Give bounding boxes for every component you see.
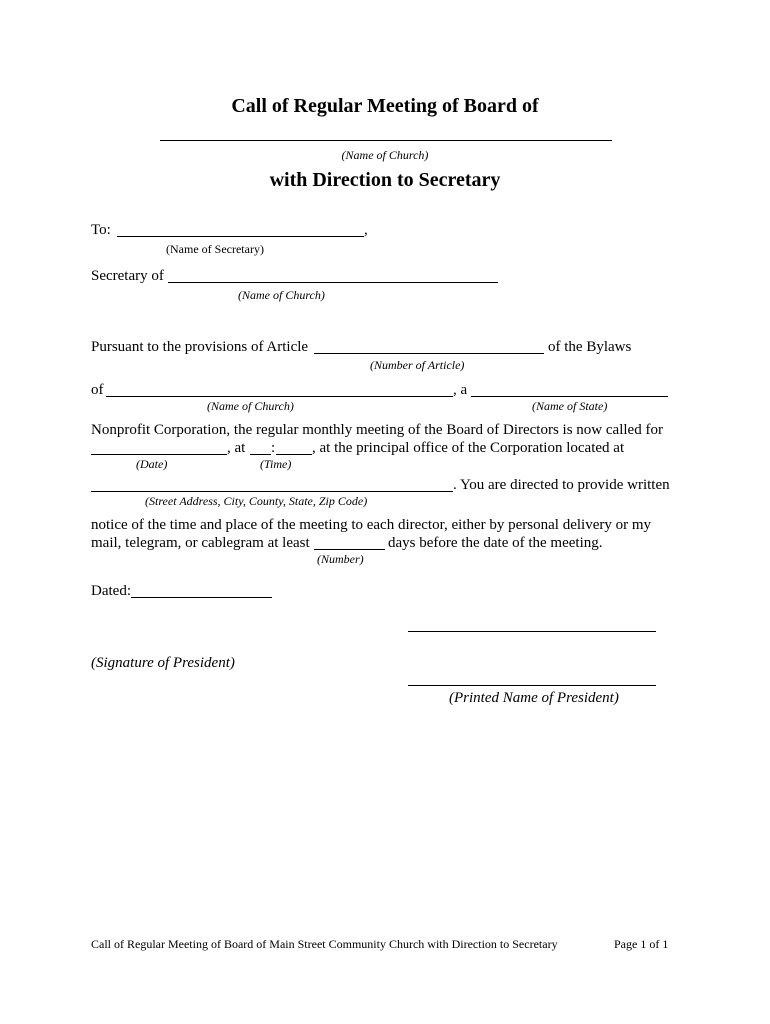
printed-name-caption: (Printed Name of President) bbox=[449, 690, 619, 706]
secretary-church-blank bbox=[168, 282, 498, 283]
hour-blank bbox=[250, 454, 271, 455]
secretary-church-caption: (Name of Church) bbox=[238, 288, 325, 302]
title-name-caption: (Name of Church) bbox=[341, 148, 429, 162]
notice-line-1: notice of the time and place of the meeting to each director, either by personal delivery or my bbox=[91, 517, 652, 533]
article-number-blank bbox=[314, 353, 544, 354]
time-caption: (Time) bbox=[260, 457, 292, 471]
footer-text: Call of Regular Meeting of Board of Main Street Community Church with Direction to Secretary bbox=[91, 937, 558, 951]
minute-blank bbox=[276, 454, 312, 455]
secretary-name-blank bbox=[117, 236, 364, 237]
title-line-1: Call of Regular Meeting of Board of bbox=[231, 95, 539, 117]
of-label: of bbox=[91, 382, 104, 398]
address-caption: (Street Address, City, County, State, Zip Code) bbox=[145, 494, 368, 508]
printed-name-line bbox=[408, 685, 656, 686]
pursuant-text: Pursuant to the provisions of Article bbox=[91, 339, 309, 355]
to-label: To: bbox=[91, 222, 111, 238]
date-blank bbox=[91, 454, 227, 455]
number-caption: (Number) bbox=[317, 552, 364, 566]
time-colon: : bbox=[271, 440, 276, 456]
directed-text: . You are directed to provide written bbox=[453, 477, 670, 493]
comma-a-text: , a bbox=[453, 382, 468, 398]
secretary-caption: (Name of Secretary) bbox=[166, 242, 264, 256]
church-caption: (Name of Church) bbox=[207, 399, 294, 413]
bylaws-text: of the Bylaws bbox=[548, 339, 632, 355]
nonprofit-line: Nonprofit Corporation, the regular monthly meeting of the Board of Directors is now called for bbox=[91, 422, 663, 438]
to-comma: , bbox=[364, 222, 368, 238]
dated-label: Dated: bbox=[91, 583, 131, 599]
church-name-blank bbox=[106, 396, 453, 397]
state-caption: (Name of State) bbox=[532, 399, 608, 413]
article-caption: (Number of Article) bbox=[370, 358, 465, 372]
address-blank bbox=[91, 491, 453, 492]
title-line-2: with Direction to Secretary bbox=[269, 169, 501, 191]
church-name-blank-title bbox=[160, 140, 612, 141]
state-name-blank bbox=[471, 396, 668, 397]
signature-line bbox=[408, 631, 656, 632]
principal-office-text: , at the principal office of the Corporation located at bbox=[312, 440, 625, 456]
at-text: , at bbox=[227, 440, 246, 456]
notice-line-2-a: mail, telegram, or cablegram at least bbox=[91, 535, 310, 551]
secretary-of-label: Secretary of bbox=[91, 268, 164, 284]
date-caption: (Date) bbox=[136, 457, 168, 471]
days-number-blank bbox=[314, 549, 385, 550]
dated-blank bbox=[131, 597, 272, 598]
notice-line-2-b: days before the date of the meeting. bbox=[388, 535, 603, 551]
signature-caption: (Signature of President) bbox=[91, 655, 235, 671]
footer-page-number: Page 1 of 1 bbox=[614, 937, 669, 951]
